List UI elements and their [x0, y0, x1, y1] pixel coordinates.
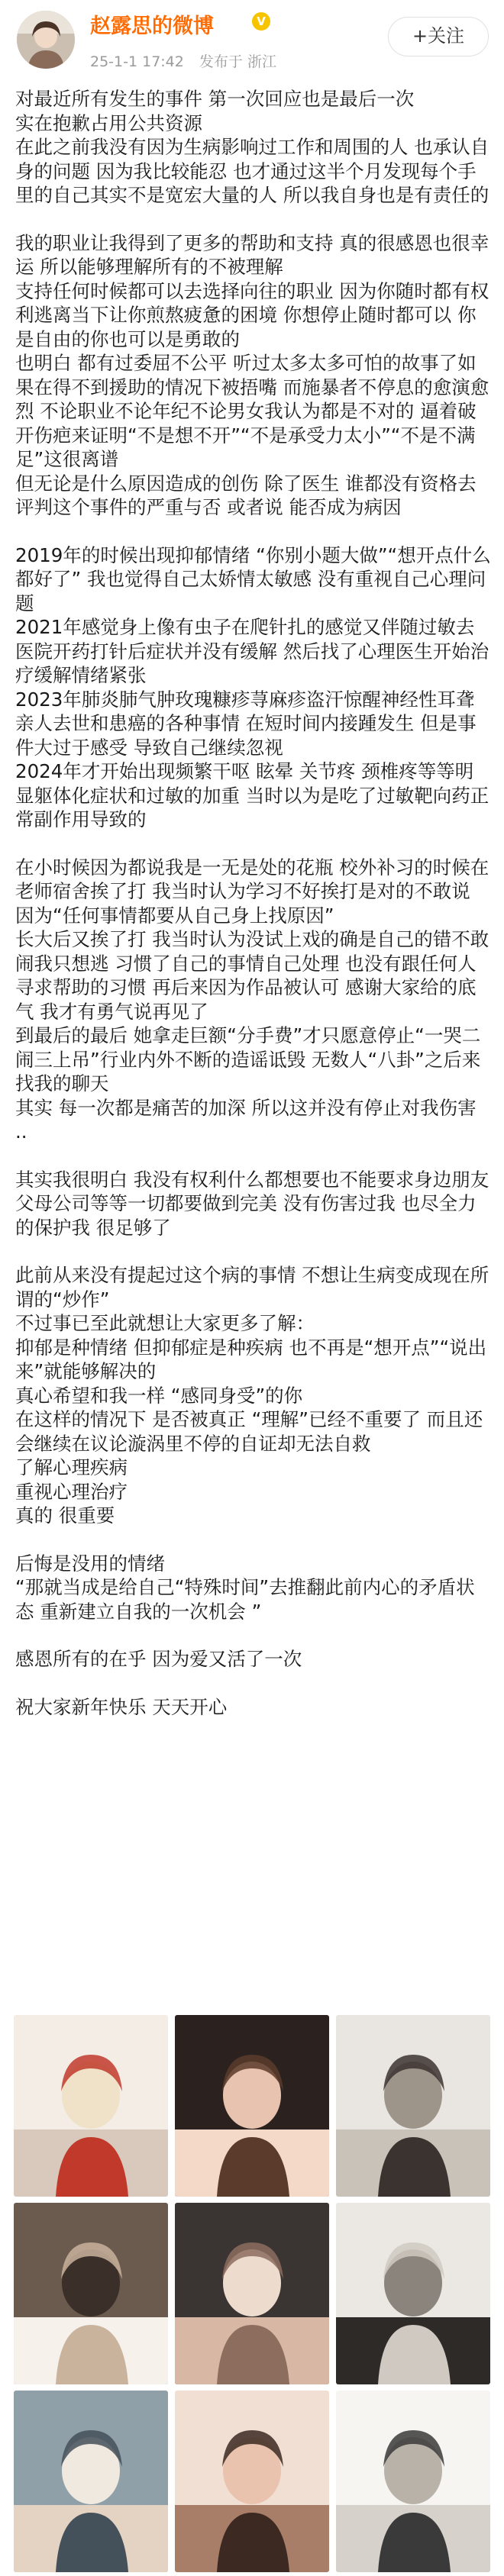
post-text-line: 2019年的时候出现抑郁情绪 “你别小题大做”“想开点什么都好了” 我也觉得自己太娇情太敏感 没有重视自己心理问题 [15, 543, 491, 614]
post-text-line: 其实 每一次都是痛苦的加深 所以这并没有停止对我伤害 .. [15, 1096, 477, 1143]
post-text-line: 对最近所有发生的事件 第一次回应也是最后一次 [15, 88, 415, 110]
photo-outdoor-portrait[interactable] [14, 2391, 168, 2572]
post-paragraph [15, 231, 492, 520]
post-text-line: 祝大家新年快乐 天天开心 [15, 1695, 228, 1718]
follow-button[interactable]: +关注 [388, 17, 489, 56]
post-body [15, 87, 492, 1743]
photo-two-girls-selfie[interactable] [175, 2015, 329, 2197]
post-text-line: 2024年才开始出现频繁干呕 眩晕 关节疼 颈椎疼等等明显躯体化症状和过敏的加重 当时以为是吃了过敏靶向药正常副作用导致的 [15, 760, 489, 830]
verified-badge-icon: V [252, 12, 270, 31]
photo-doorway-standing[interactable] [336, 2015, 490, 2197]
photo-food-table[interactable] [14, 2015, 168, 2197]
photo-image [14, 2015, 168, 2197]
post-paragraph [15, 1263, 492, 1528]
avatar[interactable] [17, 11, 75, 69]
photo-image [336, 2203, 490, 2384]
post-text-line: “那就当成是给自己“特殊时间”去推翻此前内心的矛盾状态 重新建立自我的一次机会 ” [15, 1576, 475, 1623]
post-text-line: 在此之前我没有因为生病影响过工作和周围的人 也承认自身的问题 因为我比较能忍 也才通过这半个月发现每个手里的自己其实不是宽宏大量的人 所以我自身也是有责任的 [15, 136, 489, 206]
post-paragraph [15, 856, 492, 1144]
post-text-line: 长大后又挨了打 我当时认为没试上戏的确是自己的错不敢闹我只想逃 习惯了自己的事情自己处理 也没有跟任何人寻求帮助的习惯 再后来因为作品被认可 感谢大家给的底气 我才有勇气说再见了 [15, 928, 489, 1023]
photo-striped-sweater[interactable] [336, 2203, 490, 2384]
photo-image [14, 2391, 168, 2572]
photo-image [175, 2391, 329, 2572]
post-text-line: 在这样的情况下 是否被真正 “理解”已经不重要了 而且还会继续在议论漩涡里不停的自证却无法自救 [15, 1408, 483, 1455]
user-name[interactable]: 赵露思的微博 [90, 15, 214, 38]
post-text-line: 了解心理疾病 [15, 1456, 128, 1478]
photo-image [336, 2015, 490, 2197]
post-text-line: 我的职业让我得到了更多的帮助和支持 真的很感恩也很幸运 所以能够理解所有的不被理解 [15, 231, 489, 278]
post-time: 25-1-1 17:42 [90, 53, 184, 70]
photo-puppy-hug[interactable] [14, 2203, 168, 2384]
post-text-line: 真心希望和我一样 “感同身受”的你 [15, 1384, 303, 1407]
photo-closeup-face[interactable] [175, 2391, 329, 2572]
post-header [0, 0, 504, 89]
post-paragraph [15, 1647, 492, 1672]
post-text-line: 到最后的最后 她拿走巨额“分手费”才只愿意停止“一哭二闹三上吊”行业内外不断的造谣诋毁 无数人“八卦”之后来找我的聊天 [15, 1024, 481, 1095]
post-paragraph [15, 1695, 492, 1720]
photo-image [175, 2015, 329, 2197]
post-text-line: 实在抱歉占用公共资源 [15, 111, 202, 134]
post-text-line: 不过事已至此就想让大家更多了解： [15, 1312, 315, 1334]
post-text-line: 支持任何时候都可以去选择向往的职业 因为你随时都有权利逃离当下让你煎熬疲惫的困境 你想停止随时都可以 你是自由的你也可以是勇敢的 [15, 279, 489, 350]
photo-image [175, 2203, 329, 2384]
post-text-line: 也明白 都有过委屈不公平 听过太多太多可怕的故事了如果在得不到援助的情况下被捂嘴 而施暴者不停息的愈演愈烈 不论职业不论年纪不论男女我认为都是不对的 逼着破开伤疤来证明“不是想不开”“不是承受力太小”“不是不满足”这很离谱 [15, 352, 489, 470]
post-text-line: 感恩所有的在乎 因为爱又活了一次 [15, 1648, 302, 1670]
avatar-image [17, 11, 75, 69]
photo-grid [14, 2015, 490, 2572]
post-text-line: 后悔是没用的情绪 [15, 1552, 165, 1575]
photo-image [336, 2391, 490, 2572]
post-text-line: 此前从来没有提起过这个病的事情 不想让生病变成现在所谓的“炒作” [15, 1264, 489, 1311]
post-text-line: 2021年感觉身上像有虫子在爬针扎的感觉又伴随过敏去医院开药打针后症状并没有缓解 然后找了心理医生开始治疗缓解情绪紧张 [15, 616, 489, 686]
post-text-line: 2023年肺炎肺气肿玫瑰糠疹荨麻疹盗汗惊醒神经性耳聋 亲人去世和患癌的各种事情 在短时间内接踵发生 但是事件大过于感受 导致自己继续忽视 [15, 688, 477, 759]
post-paragraph [15, 1168, 492, 1240]
photo-handwritten-note[interactable] [336, 2391, 490, 2572]
post-paragraph [15, 543, 492, 832]
post-text-line: 但无论是什么原因造成的创伤 除了医生 谁都没有资格去评判这个事件的严重与否 或者说 能否成为病因 [15, 472, 477, 518]
post-text-line: 抑郁是种情绪 但抑郁症是种疾病 也不再是“想开点”“说出来”就能够解决的 [15, 1336, 487, 1382]
post-text-line: 重视心理治疗 [15, 1480, 128, 1503]
photo-image [14, 2203, 168, 2384]
post-source: 发布于 浙江 [199, 53, 276, 70]
post-text-line: 真的 很重要 [15, 1504, 115, 1527]
post-meta [90, 50, 287, 71]
post-text-line: 在小时候因为都说我是一无是处的花瓶 校外补习的时候在老师宿舍挨了打 我当时认为学习不好挨打是对的不敢说 因为“任何事情都要从自己身上找原因” [15, 856, 489, 927]
photo-group-selfie[interactable] [175, 2203, 329, 2384]
post-paragraph [15, 87, 492, 208]
post-text-line: 其实我很明白 我没有权利什么都想要也不能要求身边朋友父母公司等等一切都要做到完美 没有伤害过我 也尽全力的保护我 很足够了 [15, 1168, 489, 1239]
post-paragraph [15, 1552, 492, 1624]
